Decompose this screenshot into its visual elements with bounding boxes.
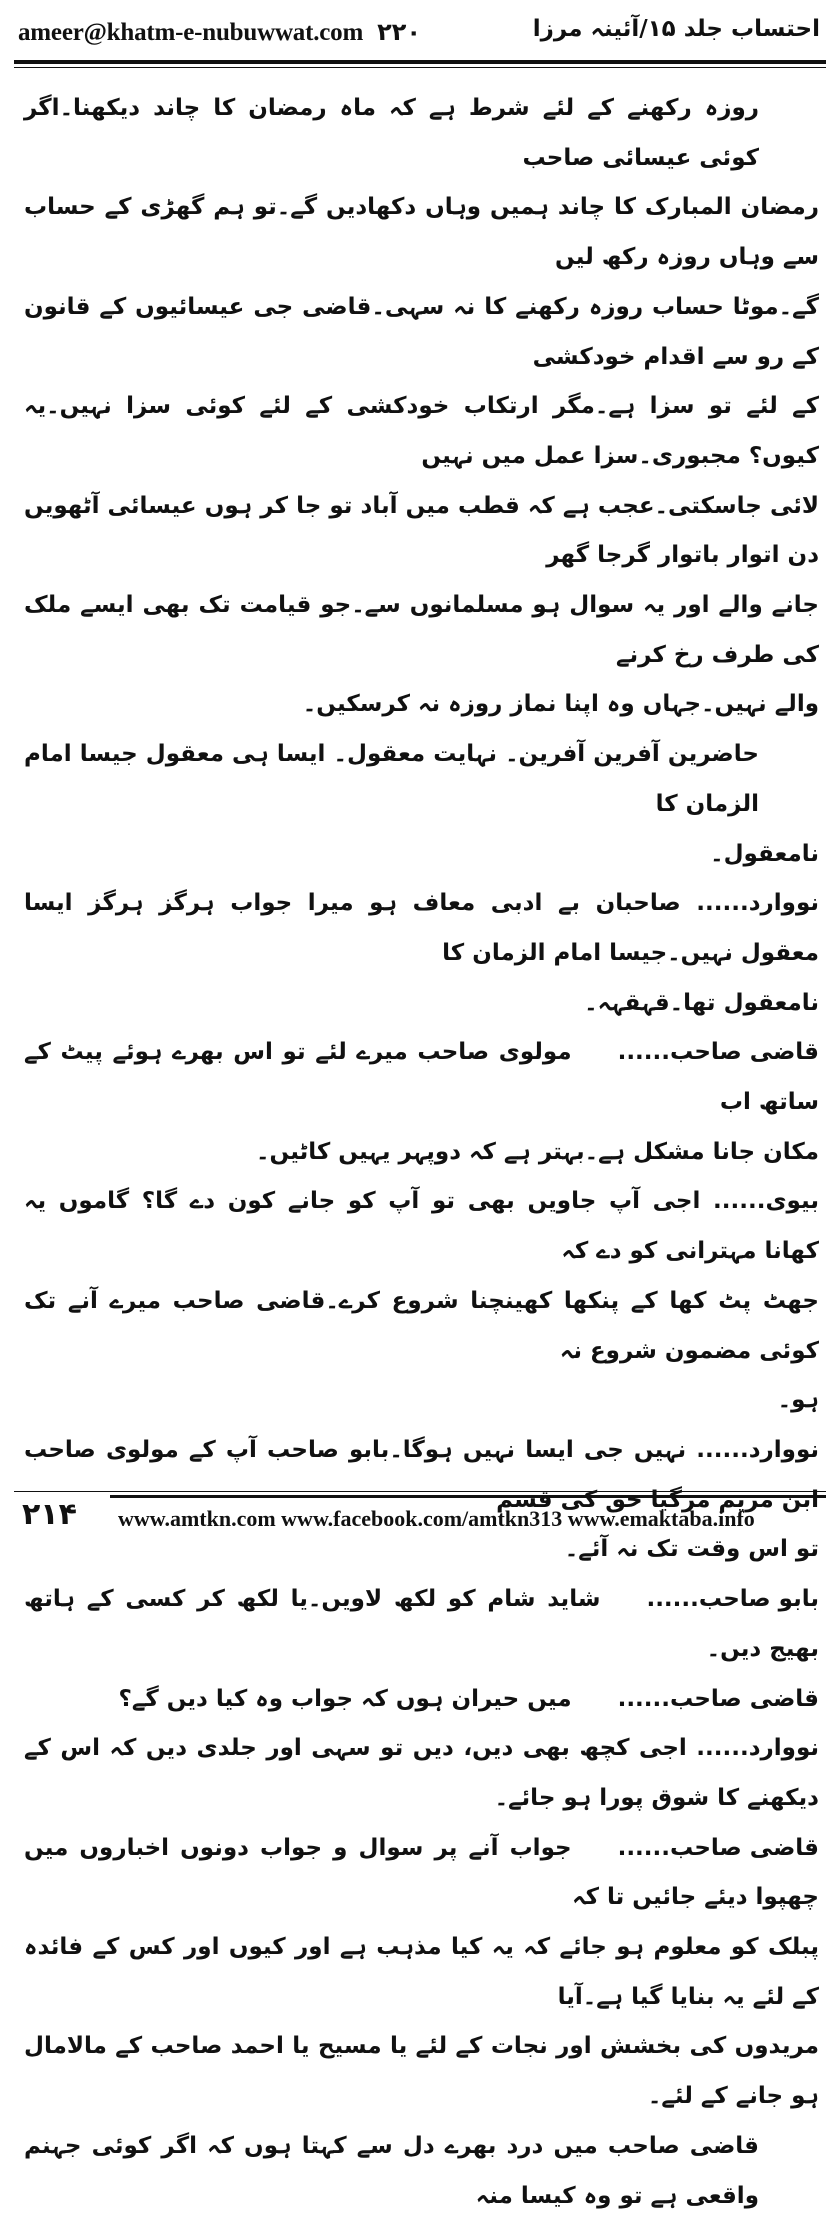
- dialogue-line: [24, 1575, 819, 1674]
- text-line: گے۔موٹا حساب روزہ رکھنے کا نہ سہی۔قاضی جی عیسائیوں کے قانون کے رو سے اقدام خودکشی: [24, 293, 819, 370]
- header-rule: [14, 60, 826, 64]
- speech-text: مولوی صاحب میرے لئے تو اس بھرے ہوئے پیٹ کے ساتھ اب: [24, 1039, 819, 1116]
- text-line: مکان جانا مشکل ہے۔بہتر ہے کہ دوپہر یہیں کاٹیں۔: [256, 1138, 819, 1165]
- text-line: والے نہیں۔جہاں وہ اپنا نماز روزہ نہ کرسکیں۔: [302, 691, 819, 718]
- text-line: جھٹ پٹ کھا کے پنکھا کھینچنا شروع کرے۔قاضی صاحب میرے آنے تک کوئی مضمون شروع نہ: [24, 1287, 819, 1364]
- footer-rule: [14, 1491, 826, 1492]
- speech-text: جواب آنے پر سوال و جواب دونوں اخباروں میں چھپوا دیئے جائیں تا کہ: [24, 1834, 819, 1911]
- footer-urls: www.amtkn.com www.facebook.com/amtkn313 www.emaktaba.info: [118, 1506, 755, 1531]
- speaker-label: قاضی صاحب......: [617, 1834, 819, 1861]
- speech-text: میں حیران ہوں کہ جواب وہ کیا دیں گے؟: [118, 1685, 572, 1712]
- header-page-number: ۲۲۰: [377, 18, 422, 46]
- footer-rule-thick: [110, 1495, 826, 1498]
- speaker-label: قاضی صاحب......: [617, 1039, 819, 1066]
- text-line: حاضرین آفرین آفرین۔ نہایت معقول۔ ایسا ہی معقول جیسا امام الزمان کا: [24, 741, 759, 817]
- text-line: جانے والے اور یہ سوال ہو مسلمانوں سے۔جو قیامت تک بھی ایسے ملک کی طرف رخ کرنے: [24, 592, 819, 668]
- dialogue-line: [24, 1824, 819, 1923]
- header-email-block: [18, 18, 421, 47]
- text-line: نووارد...... صاحبان بے ادبی معاف ہو میرا جواب ہرگز ہرگز ایسا معقول نہیں۔جیسا امام الزمان کا: [24, 890, 819, 966]
- dialogue-line: [24, 1675, 819, 1725]
- header-email: ameer@khatm-e-nubuwwat.com: [18, 19, 364, 46]
- text-line: تو اس وقت تک نہ آئے۔: [564, 1536, 819, 1563]
- text-line: رمضان المبارک کا چاند ہمیں وہاں دکھادیں گے۔تو ہم گھڑی کے حساب سے وہاں روزہ رکھ لیں: [24, 194, 819, 271]
- header-rule-thin: [14, 67, 826, 68]
- text-line: کے لئے تو سزا ہے۔مگر ارتکاب خودکشی کے لئے کوئی سزا نہیں۔یہ کیوں؟ مجبوری۔سزا عمل میں نہیں: [24, 393, 819, 469]
- text-line: پبلک کو معلوم ہو جائے کہ یہ کیا مذہب ہے اور کیوں اور کس کے فائدہ کے لئے یہ بنایا گیا ہے۔آیا: [24, 1934, 819, 2010]
- footer-page-number: ۲۱۴: [22, 1497, 77, 1532]
- header-book-title: احتساب جلد ۱۵/آئینہ مرزا: [532, 16, 820, 42]
- speaker-label: بابو صاحب......: [646, 1586, 819, 1613]
- text-line: ہو۔: [777, 1387, 819, 1414]
- text-line: روزہ رکھنے کے لئے شرط ہے کہ ماہ رمضان کا چاند دیکھنا۔اگر کوئی عیسائی صاحب: [24, 95, 759, 171]
- text-line: قاضی صاحب میں درد بھرے دل سے کہتا ہوں کہ اگر کوئی جہنم واقعی ہے تو وہ کیسا منہ: [24, 2132, 759, 2209]
- text-line: لائی جاسکتی۔عجب ہے کہ قطب میں آباد تو جا کر ہوں عیسائی آٹھویں دن اتوار باتوار گرجا گھر: [24, 492, 819, 569]
- page-header: [0, 0, 840, 60]
- text-line: نامعقول تھا۔قہقہہ۔: [584, 989, 819, 1016]
- text-line: نووارد...... نہیں جی ایسا نہیں ہوگا۔بابو صاحب آپ کے مولوی صاحب ابن مریم مرگیا حق کی قسم: [24, 1436, 819, 1513]
- dialogue-line: [24, 1028, 819, 1127]
- text-line: مریدوں کی بخشش اور نجات کے لئے یا مسیح یا احمد صاحب کے مالامال ہو جانے کے لئے۔: [24, 2033, 819, 2110]
- text-line: بیوی...... اجی آپ جاویں بھی تو آپ کو جانے کون دے گا؟ گاموں یہ کھانا مہترانی کو دے کہ: [24, 1188, 819, 1265]
- text-line: نووارد...... اجی کچھ بھی دیں، دیں تو سہی اور جلدی دیں کہ اس کے دیکھنے کا شوق پورا ہو جائے۔: [24, 1735, 819, 1811]
- text-line: نامعقول۔: [710, 840, 819, 867]
- speaker-label: قاضی صاحب......: [617, 1685, 819, 1712]
- speech-text: شاید شام کو لکھ لاویں۔یا لکھ کر کسی کے ہاتھ بھیج دیں۔: [24, 1586, 819, 1662]
- page-body: [24, 84, 819, 2221]
